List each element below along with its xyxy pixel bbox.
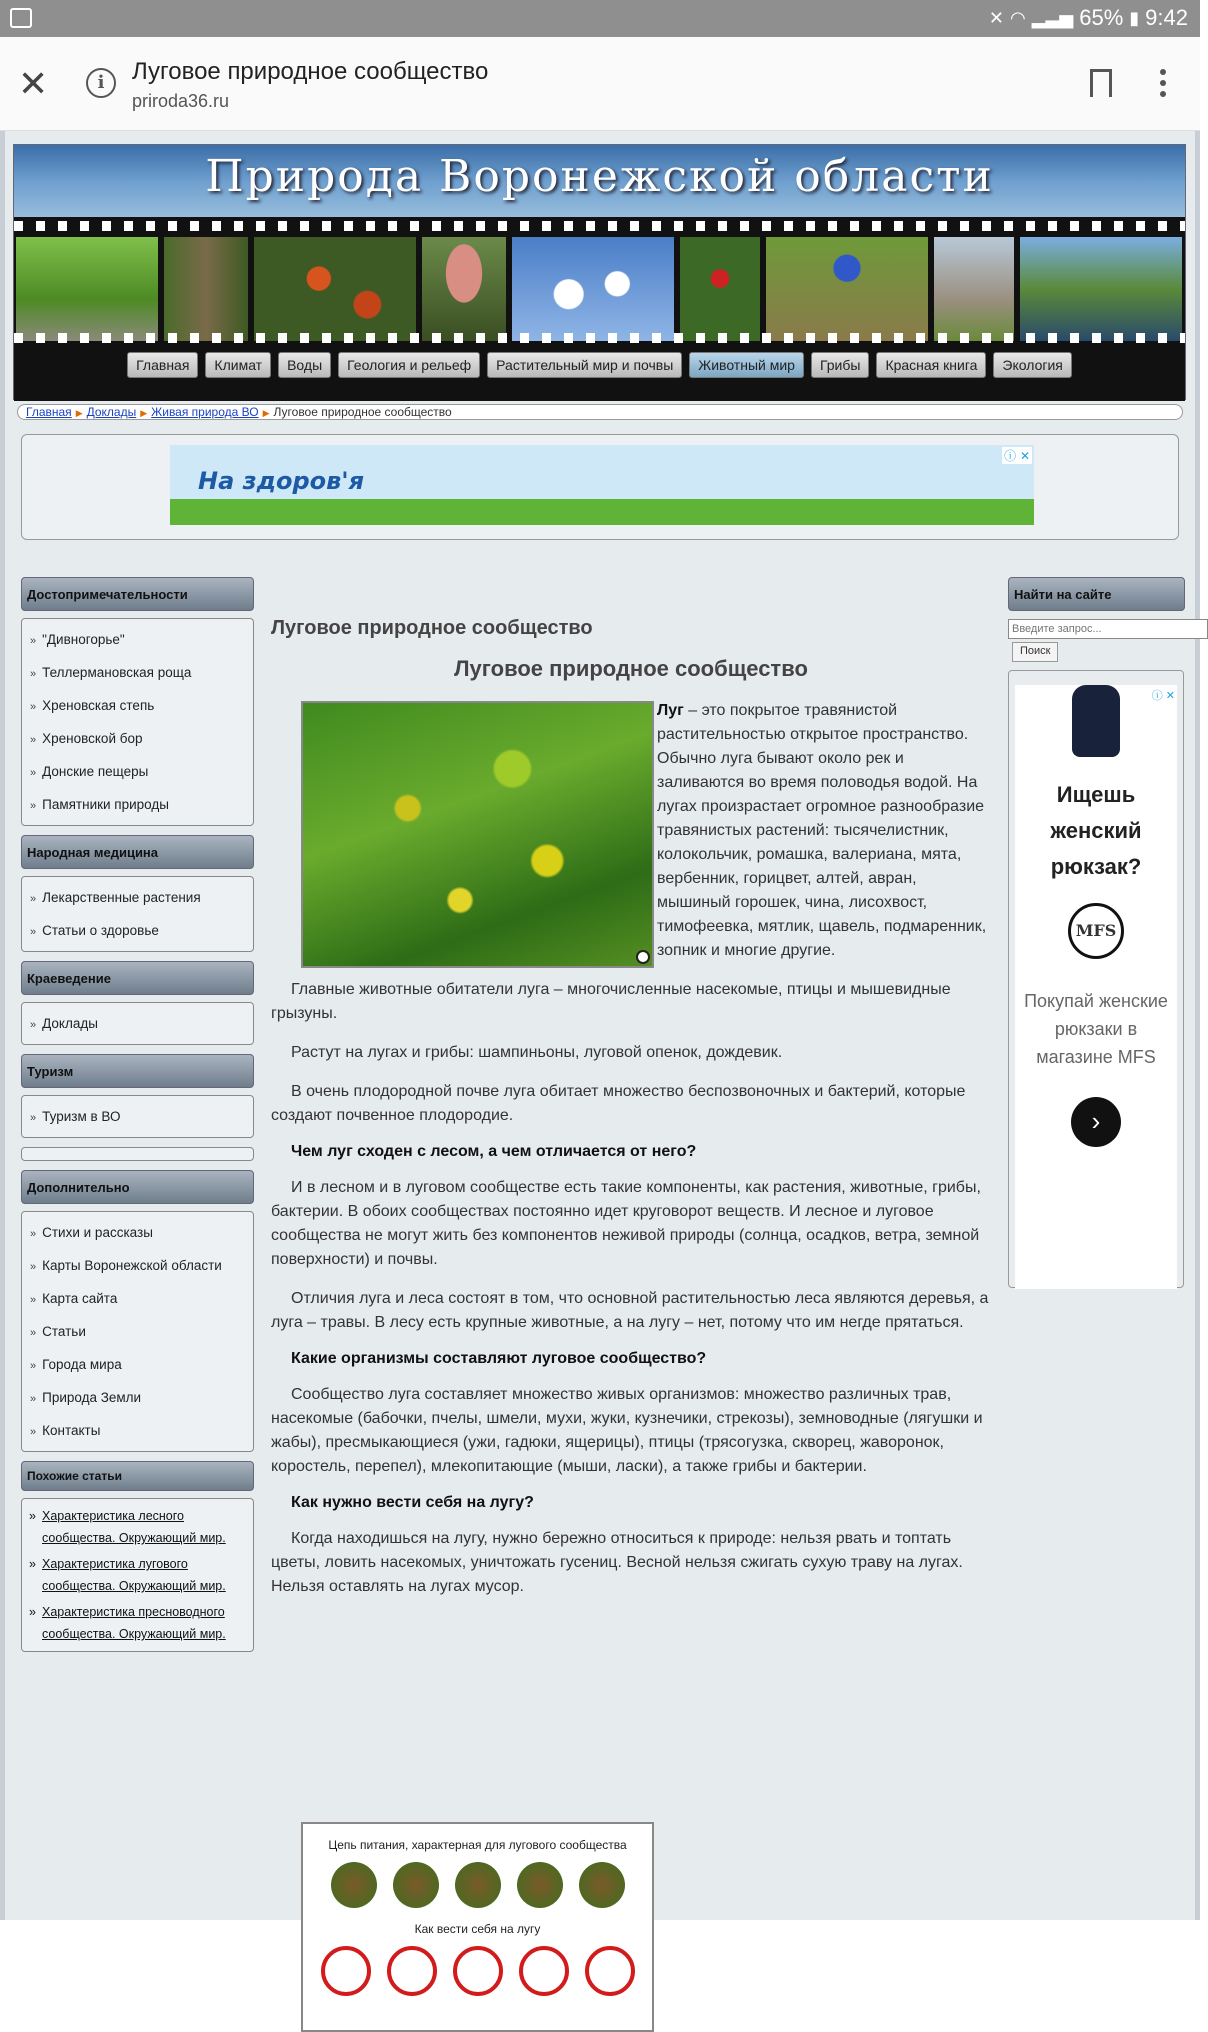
nav-plants[interactable]: Растительный мир и почвы [487, 352, 682, 378]
sidebar-item[interactable]: » Статьи о здоровье [22, 914, 253, 947]
arrow-icon: ▶ [140, 408, 148, 418]
paragraph: И в лесном и в луговом сообществе есть такие компоненты, как растения, животные, грибы, бактерии. В обоих сообществах постоянно идет круговорот веществ. И лесное и луговое сообщества не могут жить без компонентов неживой природы (солнца, осадков, ветра, земной поверхности) и почвы. [271, 1179, 981, 1268]
site-title[interactable]: Природа Воронежской области [205, 151, 994, 202]
film-strip [14, 217, 1185, 347]
sidebar-heading-medicine: Народная медицина [21, 835, 254, 869]
sidebar-heading-sights: Достопримечательности [21, 577, 254, 611]
clock: 9:42 [1145, 5, 1188, 30]
sidebar-item[interactable]: » Стихи и рассказы [22, 1216, 253, 1249]
sidebar-heading-related: Похожие статьи [21, 1461, 254, 1491]
main-nav [14, 347, 1185, 401]
sidebar-item[interactable]: » Карты Воронежской области [22, 1249, 253, 1282]
owl-picture [517, 1862, 563, 1908]
photo-ruins [16, 237, 158, 341]
right-sidebar [1008, 577, 1185, 1288]
status-bar [0, 0, 1200, 37]
breadcrumb-current: Луговое природное сообщество [273, 405, 452, 419]
sidebar-item[interactable]: » Статьи [22, 1315, 253, 1348]
arrow-icon: ▶ [262, 408, 270, 418]
bird-picture [455, 1862, 501, 1908]
nav-home[interactable]: Главная [127, 352, 198, 378]
photo-berries [254, 237, 416, 341]
related-link[interactable]: » Характеристика лесного сообщества. Окружающий мир. [22, 1503, 253, 1551]
image-caption: Как вести себя на лугу [414, 1922, 541, 1936]
prohibition-sign-icon [387, 1946, 437, 1996]
flower-picture [331, 1862, 377, 1908]
photo-anemones [512, 237, 674, 341]
more-menu-icon[interactable] [1160, 69, 1168, 102]
sidebar-item[interactable]: » Хреновская степь [22, 689, 253, 722]
sidebar-item[interactable]: » Доклады [22, 1007, 253, 1040]
search-input[interactable] [1008, 619, 1208, 639]
page-title: Луговое природное сообщество [132, 58, 489, 85]
photo-rosehip [680, 237, 760, 341]
backpack-picture [1072, 685, 1120, 757]
paragraph: Главные животные обитатели луга – многочисленные насекомые, птицы и мышевидные грызуны. [271, 981, 951, 1022]
question-heading: Как нужно вести себя на лугу? [291, 1494, 534, 1511]
question-heading: Чем луг сходен с лесом, а чем отличается от него? [291, 1143, 697, 1160]
ad-text: На здоров'я [198, 467, 365, 495]
paragraph: Сообщество луга составляет множество живых организмов: множество различных трав, насекомые (бабочки, пчелы, шмели, мухи, жуки, кузнечики, стрекозы), земноводные (лягушки и жабы), пресмыкающиеся (ужи, гадюки, ящерицы), птицы (трясогузка, скворец, жаворонок, коростель, перепел), млекопитающие (мыши, ласки), а также грибы и бактерии. [271, 1386, 983, 1475]
paragraph: В очень плодородной почве луга обитает множество беспозвоночных и бактерий, которые создают почвенное плодородие. [271, 1083, 966, 1124]
ad-close-icon[interactable]: ⓘ ✕ [1151, 690, 1175, 702]
prohibition-sign-icon [585, 1946, 635, 1996]
battery-percent: 65% [1079, 5, 1124, 30]
search-button[interactable]: Поиск [1012, 642, 1058, 662]
intro-text: – это покрытое травянистой растительностью открытое пространство. Обычно луга бывают около рек и заливаются во время половодья водой. На лугах произрастает огромное разнообразие травянистых растений: тысячелистник, колокольчик, ромашка, валериана, мята, вербенник, горицвет, алтей, авран, мышиный горошек, чина, лисохвост, тимофеевка, мятлик, щавель, подмаренник, зопник и многие другие. [657, 702, 987, 959]
question-heading: Какие организмы составляют луговое сообщество? [291, 1350, 707, 1367]
sidebar-item[interactable]: » Природа Земли [22, 1381, 253, 1414]
info-icon[interactable]: i [86, 68, 116, 98]
paragraph: Отличия луга и леса состоят в том, что основной растительностью леса являются деревья, а луга – травы. В лесу есть крупные животные, а на лугу – нет, потому что им негде прятаться. [271, 1290, 989, 1331]
image-caption: Цепь питания, характерная для лугового сообщества [328, 1838, 627, 1852]
sidebar-item[interactable]: » Карта сайта [22, 1282, 253, 1315]
photo-scilla [766, 237, 928, 341]
paragraph: Когда находишься на лугу, нужно бережно относиться к природе: нельзя рвать и топтать цветы, ловить насекомых, уничтожать гусениц. Весной нельзя сжигать сухую траву на лугах. Нельзя оставлять на лугах мусор. [271, 1530, 963, 1595]
ad-headline: Ищешь женский рюкзак? [1050, 782, 1142, 879]
nav-ecology[interactable]: Экология [993, 352, 1071, 378]
article [271, 617, 991, 1936]
nav-mushrooms[interactable]: Грибы [811, 352, 869, 378]
signal-icon: ▂▃▅ [1031, 7, 1074, 28]
meadow-photo[interactable] [301, 701, 654, 968]
web-page [0, 131, 1200, 1936]
prohibition-sign-icon [519, 1946, 569, 1996]
wifi-icon: ◠ [1009, 7, 1026, 28]
notification-icon [10, 8, 32, 28]
left-sidebar [21, 577, 254, 1661]
empty-sidebar-box [21, 1147, 254, 1161]
food-chain-image[interactable] [301, 1822, 654, 2032]
related-link[interactable]: » Характеристика лугового сообщества. Окружающий мир. [22, 1551, 253, 1599]
ladybug-picture [393, 1862, 439, 1908]
nav-climate[interactable]: Климат [205, 352, 271, 378]
article-title: Луговое природное сообщество [271, 617, 593, 639]
prohibition-sign-icon [453, 1946, 503, 1996]
battery-icon: ▮ [1129, 7, 1140, 28]
side-ad[interactable] [1015, 685, 1177, 1289]
sidebar-heading-additional: Дополнительно [21, 1170, 254, 1204]
breadcrumb-reports[interactable]: Доклады [86, 405, 137, 419]
photo-mushroom [422, 237, 506, 341]
photo-tree [164, 237, 248, 341]
sidebar-item[interactable]: » Донские пещеры [22, 755, 253, 788]
sidebar-item[interactable]: » Города мира [22, 1348, 253, 1381]
breadcrumb [17, 404, 1183, 420]
ad-close-icon[interactable]: ⓘ ✕ [1004, 449, 1030, 463]
nav-red-book[interactable]: Красная книга [876, 352, 986, 378]
arrow-icon: ▶ [75, 408, 83, 418]
hedgehog-picture [579, 1862, 625, 1908]
side-ad-container [1008, 670, 1184, 1288]
related-link[interactable]: » Характеристика пресноводного сообщества. Окружающий мир. [22, 1599, 253, 1647]
top-ad-banner[interactable] [170, 445, 1034, 525]
nav-geology[interactable]: Геология и рельеф [338, 352, 480, 378]
sidebar-item[interactable]: » Контакты [22, 1414, 253, 1447]
search-heading: Найти на сайте [1008, 577, 1185, 611]
browser-toolbar [0, 37, 1200, 131]
nav-water[interactable]: Воды [278, 352, 331, 378]
sidebar-item[interactable]: » Лекарственные растения [22, 881, 253, 914]
sidebar-heading-tourism: Туризм [21, 1054, 254, 1088]
article-heading: Луговое природное сообщество [454, 656, 808, 681]
breadcrumb-wildlife[interactable]: Живая природа ВО [151, 405, 259, 419]
sidebar-item[interactable]: » Памятники природы [22, 788, 253, 821]
breadcrumb-home[interactable]: Главная [26, 405, 72, 419]
mfs-logo: MFS [1068, 903, 1124, 959]
bookmark-icon[interactable] [1090, 69, 1112, 97]
intro-term: Луг [657, 702, 684, 719]
ad-go-button[interactable]: › [1071, 1097, 1121, 1147]
intro-paragraph [657, 699, 991, 963]
sidebar-item[interactable]: » Хреновской бор [22, 722, 253, 755]
prohibition-sign-icon [321, 1946, 371, 1996]
sidebar-item[interactable]: » Туризм в ВО [22, 1100, 253, 1133]
paragraph: Растут на лугах и грибы: шампиньоны, луговой опенок, дождевик. [291, 1044, 783, 1061]
sidebar-item[interactable]: » "Дивногорье" [22, 623, 253, 656]
sidebar-item[interactable]: » Теллермановская роща [22, 656, 253, 689]
photo-chalk-pillar [934, 237, 1014, 341]
top-ad-container [21, 434, 1179, 540]
sidebar-heading-local-history: Краеведение [21, 961, 254, 995]
nav-animals[interactable]: Животный мир [689, 352, 804, 378]
site-header [13, 144, 1186, 400]
ad-text: Покупай женские рюкзаки в магазине MFS [1024, 991, 1168, 1067]
mute-icon: ✕ [988, 7, 1004, 28]
zoom-icon[interactable] [636, 950, 650, 964]
close-icon[interactable]: ✕ [18, 64, 49, 105]
photo-river [1020, 237, 1182, 341]
url-text[interactable]: priroda36.ru [132, 91, 230, 111]
